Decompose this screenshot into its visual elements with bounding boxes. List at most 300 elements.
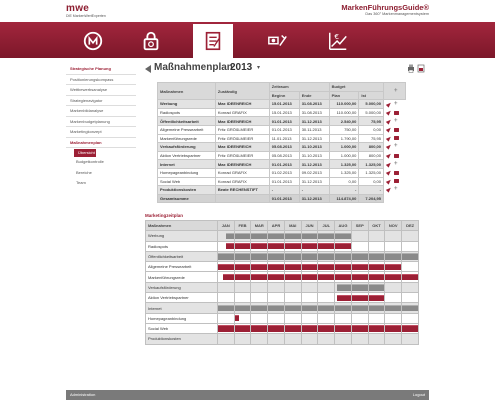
folder-icon[interactable] [394,154,399,158]
row-action-group [384,162,406,167]
gantt-cell [351,313,368,323]
sidebar-item-wettbewerbsanalyse[interactable]: Wettbewerbsanalyse [66,85,136,96]
measure-actual: 5.000,00 [359,108,384,117]
edit-icon[interactable] [386,135,392,141]
gantt-cell [284,303,301,313]
gantt-cell [318,231,335,241]
edit-icon[interactable] [386,152,392,158]
gantt-cell [402,272,419,282]
measure-end: 09.02.2013 [299,168,329,177]
gantt-bar [302,274,318,280]
gantt-cell [318,313,335,323]
gantt-bar [285,305,301,311]
gantt-bar [302,305,318,311]
gantt-title: Marketingzeitplan [145,213,184,218]
gantt-bar [235,274,251,280]
measure-name: Allgemeine Pressearbeit [158,125,216,134]
folder-icon[interactable] [394,179,399,183]
gantt-group-row [146,251,419,261]
measure-row[interactable] [158,125,406,134]
row-actions [384,134,406,143]
gantt-cell [385,241,402,251]
edit-icon[interactable] [386,170,392,176]
gantt-row-label: Markenführungsrede [146,272,218,282]
gantt-cell [318,262,335,272]
add-icon[interactable]: + [394,160,398,167]
measure-actual: 75,95 [359,134,384,143]
total-row [158,194,406,203]
row-actions [384,143,406,152]
edit-icon[interactable] [386,127,392,133]
gantt-month-header: MAI [284,221,301,231]
add-icon[interactable]: + [394,100,398,107]
gantt-bar [318,243,334,249]
gantt-cell [234,313,251,323]
gantt-cell [217,282,234,292]
gantt-cell [368,293,385,303]
measure-row[interactable] [158,134,406,143]
measure-group-row[interactable] [158,160,406,169]
add-icon[interactable]: + [394,87,398,94]
sidebar-item-markenbudgetplanung[interactable]: Markenbudgetplanung [66,117,136,128]
gantt-row-label: Radiospots [146,241,218,251]
gantt-bar [385,253,401,259]
folder-icon[interactable] [394,171,399,175]
gantt-cell [368,262,385,272]
gantt-cell [351,323,368,333]
col-header-plan[interactable]: Plan [329,91,359,100]
gantt-bar [285,233,301,239]
gantt-group-row [146,334,419,344]
col-header-actual[interactable]: Ist [359,91,384,100]
gantt-bar [369,264,385,270]
gantt-cell [335,272,352,282]
row-actions [384,108,406,117]
row-actions [384,160,406,169]
gantt-cell [284,262,301,272]
gantt-cell [318,251,335,261]
gantt-bar [352,274,368,280]
col-header-end[interactable]: Ende [299,91,329,100]
col-header-name[interactable]: Maßnahmen [158,83,216,100]
year-select[interactable]: 2013 [230,62,253,73]
measure-end: 31.10.2013 [299,151,329,160]
row-actions [384,177,406,186]
measure-actual: - [359,186,384,195]
gantt-bar [318,305,334,311]
logo-subtitle: DIE MarkenWertExperten [66,14,106,18]
gantt-month-header: JAN [217,221,234,231]
gantt-bar [268,243,284,249]
gantt-bar [369,295,385,301]
gantt-bar [235,233,251,239]
gantt-row-label: Produktionskosten [146,334,218,344]
edit-icon[interactable] [386,101,392,107]
gantt-bar [302,253,318,259]
measure-begin: 15.01.2013 [269,108,299,117]
edit-icon[interactable] [386,161,392,167]
nav-tools[interactable] [258,25,298,57]
measure-end: 31.12.2013 [299,177,329,186]
gantt-cell [217,241,234,251]
measure-actual: 1.325,00 [359,168,384,177]
gantt-bar [268,325,284,331]
row-action-group [384,127,406,132]
gantt-bar [268,233,284,239]
gantt-cell [268,241,285,251]
nav-finance[interactable] [318,25,358,57]
gantt-bar [352,295,368,301]
sidebar-subitem-uebersicht[interactable]: Übersicht [74,149,96,157]
gantt-bar [251,264,267,270]
gantt-bar [385,305,401,311]
gantt-bar [302,264,318,270]
total-actions [384,194,406,203]
row-action-group [384,187,406,192]
total-plan: 114.874,00 [329,194,359,203]
folder-icon[interactable] [394,128,399,132]
gantt-cell [385,293,402,303]
gantt-bar [335,233,351,239]
checklist-icon [202,30,224,52]
gantt-group-row [146,282,419,292]
measure-actual: 75,95 [359,117,384,126]
measure-row[interactable] [158,177,406,186]
gantt-cell [251,262,268,272]
measure-owner: Fritz GRÖßLMEIER [215,151,269,160]
gantt-bar [218,253,234,259]
gantt-cell [284,272,301,282]
edit-icon[interactable] [386,144,392,150]
gantt-cell [217,231,234,241]
page-title-row [145,60,425,80]
total-begin: 01.01.2013 [269,194,299,203]
measure-actual: 0,00 [359,125,384,134]
back-arrow-icon[interactable] [145,65,151,73]
measure-plan: 1.325,00 [329,160,359,169]
measure-group-row[interactable] [158,186,406,195]
gantt-cell [385,334,402,344]
gantt-row-label: Werbung [146,231,218,241]
sidebar-item-marketingkonzept[interactable]: Marketingkonzept [66,127,136,138]
sidebar-subitem-bereiche[interactable]: Bereiche [76,169,92,175]
gantt-month-header: NOV [385,221,402,231]
gantt-cell [217,272,234,282]
gantt-month-header: SEP [351,221,368,231]
row-actions [384,186,406,195]
gantt-bar [251,243,267,249]
gantt-bar [302,243,318,249]
nav-brand[interactable] [73,25,113,57]
gantt-bar [369,274,385,280]
gantt-cell [385,282,402,292]
row-action-group [384,110,406,115]
gantt-bar [285,325,301,331]
gantt-cell [301,231,318,241]
measure-owner: Max IDEENREICH [215,100,269,109]
gantt-cell [301,293,318,303]
gantt-cell [368,241,385,251]
col-header-begin[interactable]: Beginn [269,91,299,100]
gantt-cell [268,251,285,261]
svg-text:€: € [334,32,340,42]
gantt-cell [402,282,419,292]
measure-begin: 05.08.2013 [269,151,299,160]
gantt-row [146,293,419,303]
gantt-bar [218,305,234,311]
folder-icon[interactable] [394,111,399,115]
gantt-month-header: MAR [251,221,268,231]
gantt-cell [251,241,268,251]
gantt-bar [402,325,418,331]
row-action-group [384,170,406,175]
gantt-cell [217,334,234,344]
gantt-cell [351,282,368,292]
gantt-cell [268,262,285,272]
gantt-row-label: Social Web [146,323,218,333]
row-action-group [384,136,406,141]
edit-icon[interactable] [386,187,392,193]
gantt-cell [385,323,402,333]
main-nav [0,22,495,58]
total-end: 31.12.2013 [299,194,329,203]
add-measure-cell [384,83,406,100]
sidebar-item-strategische-planung[interactable]: Strategische Planung [66,64,136,75]
gantt-cell [301,251,318,261]
gantt-bar [235,325,251,331]
admin-link[interactable]: Administration [70,392,96,397]
add-icon[interactable]: + [394,143,398,150]
col-header-owner[interactable]: Zuständig [215,83,269,100]
measure-name: Radiospots [158,108,216,117]
total-actual: 7.204,95 [359,194,384,203]
measure-plan: 2.540,00 [329,117,359,126]
gantt-month-header: AUG [335,221,352,231]
gantt-cell [368,251,385,261]
measure-actual: 1.325,00 [359,160,384,169]
gantt-cell [234,262,251,272]
gantt-bar [318,264,334,270]
measure-plan: 1.000,00 [329,143,359,152]
gantt-cell [368,323,385,333]
gantt-cell [368,272,385,282]
gantt-cell [284,323,301,333]
gantt-cell [234,334,251,344]
gantt-bar [352,284,368,290]
gantt-cell [234,251,251,261]
row-action-group [384,179,406,184]
gantt-col-header-name: Maßnahmen [146,221,218,231]
measure-name: Produktionskosten [158,186,216,195]
gantt-cell [217,262,234,272]
gantt-bar [251,253,267,259]
sidebar-subitem-budgetkontrolle[interactable]: Budgetkontrolle [76,159,104,164]
row-actions [384,151,406,160]
tools-icon [267,30,289,52]
gantt-month-header: JUL [318,221,335,231]
gantt-cell [335,293,352,303]
measure-row[interactable] [158,168,406,177]
gantt-cell [402,251,419,261]
gantt-cell [251,303,268,313]
measure-name: Internet [158,160,216,169]
footer [66,390,429,400]
gantt-cell [351,231,368,241]
brand-subtitle: Das 360° Markenmanagementsystem [365,12,429,16]
gantt-bar [335,243,351,249]
gantt-cell [335,241,352,251]
gantt-cell [217,293,234,303]
logout-link[interactable]: Logout [412,392,425,397]
sidebar-item-massnahmenplan[interactable]: Maßnahmenplan [66,138,136,149]
gantt-cell [284,231,301,241]
measure-actual: 800,00 [359,151,384,160]
gantt-cell [335,231,352,241]
gantt-bar [268,253,284,259]
measure-name: Werbung [158,100,216,109]
gantt-cell [335,334,352,344]
measure-group-row[interactable] [158,117,406,126]
measure-plan: 0,00 [329,177,359,186]
measure-actual: 800,00 [359,143,384,152]
measure-end: 31.12.2013 [299,134,329,143]
gantt-cell [251,323,268,333]
gantt-row [146,313,419,323]
gantt-cell [301,272,318,282]
chevron-down-icon[interactable]: ▾ [257,65,261,71]
mwe-logo[interactable] [66,3,106,18]
gantt-cell [284,293,301,303]
gantt-cell [234,303,251,313]
export-icon[interactable] [417,64,425,73]
measure-begin: 15.01.2013 [269,100,299,109]
gantt-cell [368,282,385,292]
gantt-cell [234,231,251,241]
measure-begin: 01.01.2013 [269,125,299,134]
gantt-bar [335,264,351,270]
measure-actual: 5.000,00 [359,100,384,109]
gantt-cell [402,313,419,323]
gantt-cell [335,251,352,261]
gantt-group-row [146,231,419,241]
gantt-cell [351,251,368,261]
row-action-group [384,119,406,124]
add-icon[interactable]: + [394,186,398,193]
gantt-bar [226,233,234,239]
gantt-cell [301,323,318,333]
gantt-cell [402,303,419,313]
gantt-cell [268,313,285,323]
gantt-cell [318,323,335,333]
gantt-bar [223,274,233,280]
measure-actual: 0,00 [359,177,384,186]
gantt-cell [402,231,419,241]
toolbar [407,64,425,73]
sidebar-item-markenbildanalyse[interactable]: Markenbildanalyse [66,106,136,117]
print-icon[interactable] [407,64,415,73]
nav-planning[interactable] [193,24,233,58]
total-label: Gesamtsumme [158,194,216,203]
edit-icon[interactable] [386,118,392,124]
gantt-cell [301,313,318,323]
row-action-group [384,144,406,149]
folder-icon[interactable] [394,136,399,140]
gantt-bar [285,274,301,280]
gantt-cell [368,313,385,323]
gantt-row-label: Allgemeine Pressearbeit [146,262,218,272]
logo-text: mwe [66,3,90,14]
gantt-bar [268,305,284,311]
gantt-cell [318,282,335,292]
measure-group-row[interactable] [158,143,406,152]
gantt-bar [235,243,251,249]
measure-plan: 750,00 [329,125,359,134]
measure-owner: Max IDEENREICH [215,117,269,126]
gantt-row-label: Verkaufsförderung [146,282,218,292]
gantt-cell [217,251,234,261]
brand-block [341,3,429,16]
measure-end: 31.10.2013 [299,143,329,152]
sidebar-subitem-team[interactable]: Team [76,180,86,185]
gantt-cell [301,303,318,313]
measure-end: 31.08.2013 [299,100,329,109]
gantt-month-header: FEB [234,221,251,231]
gantt-bar [285,253,301,259]
gantt-cell [301,282,318,292]
row-actions [384,117,406,126]
gantt-row [146,272,419,282]
gantt-cell [234,272,251,282]
page-title: Maßnahmenplan [154,62,233,73]
gantt-month-header: JUN [301,221,318,231]
gantt-cell [251,334,268,344]
gantt-bar [251,305,267,311]
measure-end: 31.12.2013 [299,160,329,169]
edit-icon[interactable] [386,178,392,184]
measure-plan: 110.000,00 [329,108,359,117]
gantt-bar [318,274,334,280]
measure-row[interactable] [158,108,406,117]
gantt-cell [318,293,335,303]
sidebar-item-strategienavigator[interactable]: Strategienavigator [66,96,136,107]
gantt-bar [369,325,385,331]
gantt-bar [335,253,351,259]
measure-owner: Max IDEENREICH [215,160,269,169]
gantt-bar [251,233,267,239]
gantt-cell [251,293,268,303]
nav-brand-protection[interactable] [131,25,171,57]
gantt-cell [368,231,385,241]
gantt-month-header: OKT [368,221,385,231]
measure-plan: 1.000,00 [329,151,359,160]
measure-row[interactable] [158,151,406,160]
measure-name: Markenführungsrede [158,134,216,143]
gantt-cell [335,282,352,292]
gantt-body [146,231,419,344]
sidebar-item-positionierungskompass[interactable]: Positionierungskompass [66,75,136,86]
gantt-cell [251,313,268,323]
gantt-row-label: Internet [146,303,218,313]
measure-begin: 11.01.2013 [269,134,299,143]
gantt-cell [351,241,368,251]
measure-name: Aktion Vertriebspartner [158,151,216,160]
gantt-cell [217,313,234,323]
edit-icon[interactable] [386,109,392,115]
measure-group-row[interactable] [158,100,406,109]
measure-owner: Konrad GRAFIX [215,168,269,177]
gantt-bar [352,325,368,331]
add-icon[interactable]: + [394,117,398,124]
